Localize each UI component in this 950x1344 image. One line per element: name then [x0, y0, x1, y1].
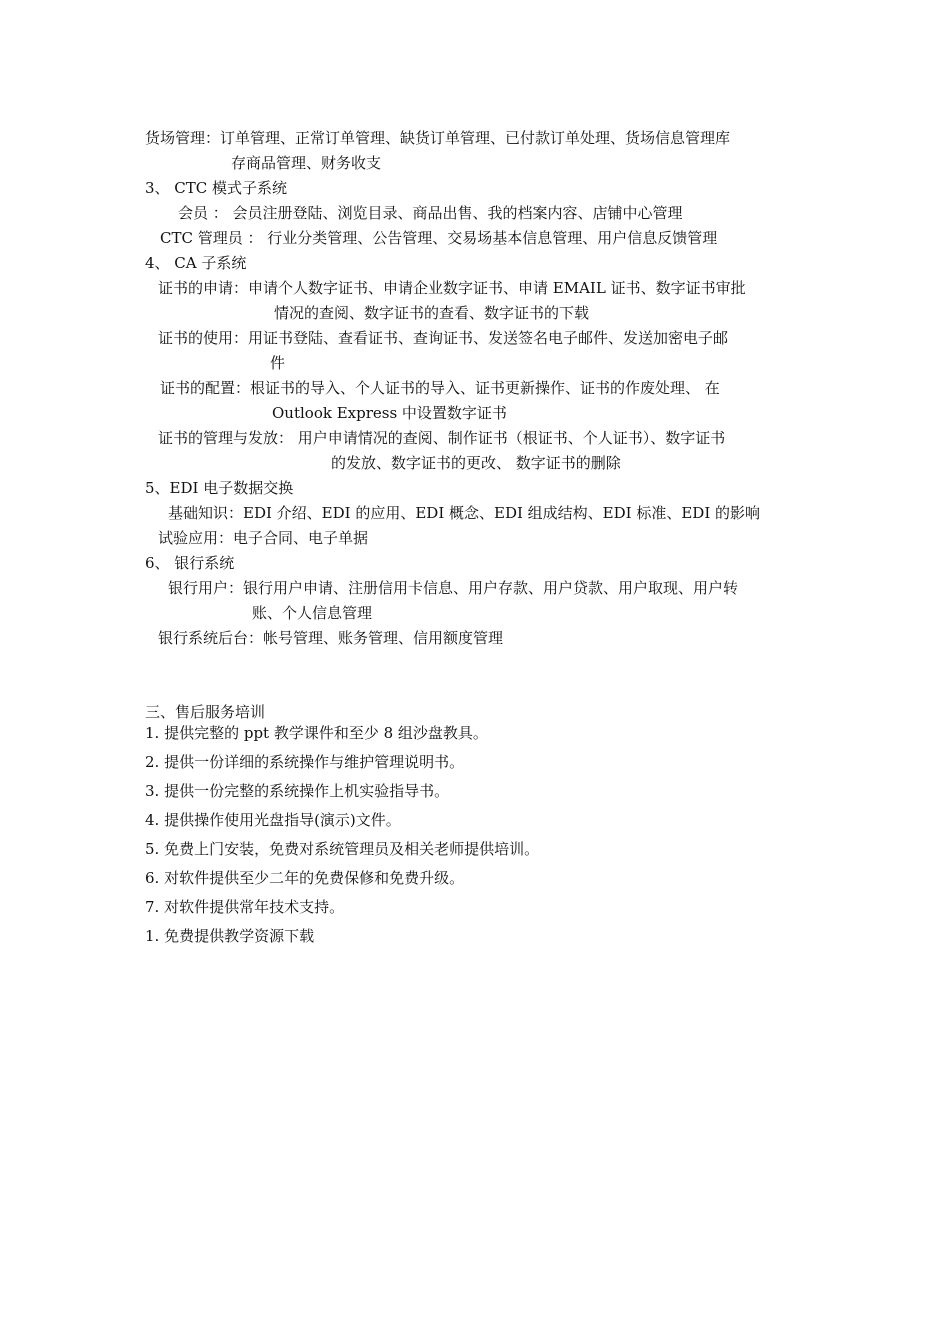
line-edi-trial: 试验应用：电子合同、电子单据 [158, 529, 369, 547]
line-cert-apply-cont: 情况的查阅、数字证书的查看、数字证书的下载 [274, 304, 590, 322]
list-item-3: 3. 提供一份完整的系统操作上机实验指导书。 [145, 782, 450, 800]
list-item-8: 1. 免费提供教学资源下载 [145, 927, 315, 945]
line-cert-manage: 证书的管理与发放： 用户申请情况的查阅、制作证书（根证书、个人证书）、数字证书 [158, 429, 726, 447]
line-cert-use-cont: 件 [270, 354, 286, 372]
line-cert-config: 证书的配置：根证书的导入、个人证书的导入、证书更新操作、证书的作废处理、 在 [160, 379, 720, 397]
heading-bank-system: 6、 银行系统 [145, 554, 235, 572]
line-warehouse-mgmt-cont: 存商品管理、财务收支 [231, 154, 382, 172]
line-cert-apply: 证书的申请：申请个人数字证书、申请企业数字证书、申请 EMAIL 证书、数字证书审批 [158, 279, 746, 297]
line-bank-user-cont: 账、个人信息管理 [252, 604, 373, 622]
line-cert-config-cont: Outlook Express 中设置数字证书 [272, 404, 507, 422]
list-item-5: 5. 免费上门安装，免费对系统管理员及相关老师提供培训。 [145, 840, 540, 858]
line-bank-backend: 银行系统后台：帐号管理、账务管理、信用额度管理 [158, 629, 504, 647]
heading-after-sales: 三、售后服务培训 [145, 703, 266, 721]
heading-ctc-subsystem: 3、 CTC 模式子系统 [145, 179, 288, 197]
line-edi-basics: 基础知识：EDI 介绍、EDI 的应用、EDI 概念、EDI 组成结构、EDI 标准、EDI 的影响 [168, 504, 761, 522]
line-cert-use: 证书的使用：用证书登陆、查看证书、查询证书、发送签名电子邮件、发送加密电子邮 [158, 329, 729, 347]
list-item-1: 1. 提供完整的 ppt 教学课件和至少 8 组沙盘教具。 [145, 724, 488, 742]
list-item-6: 6. 对软件提供至少二年的免费保修和免费升级。 [145, 869, 465, 887]
heading-ca-subsystem: 4、 CA 子系统 [145, 254, 247, 272]
line-ctc-member: 会员 ： 会员注册登陆、浏览目录、商品出售、我的档案内容、店铺中心管理 [178, 204, 683, 222]
heading-edi: 5、EDI 电子数据交换 [145, 479, 294, 497]
list-item-2: 2. 提供一份详细的系统操作与维护管理说明书。 [145, 753, 465, 771]
line-cert-manage-cont: 的发放、数字证书的更改、 数字证书的删除 [331, 454, 621, 472]
line-bank-user: 银行用户：银行用户申请、注册信用卡信息、用户存款、用户贷款、用户取现、用户转 [168, 579, 739, 597]
list-item-7: 7. 对软件提供常年技术支持。 [145, 898, 345, 916]
list-item-4: 4. 提供操作使用光盘指导(演示)文件。 [145, 811, 401, 829]
line-ctc-admin: CTC 管理员 ： 行业分类管理、公告管理、交易场基本信息管理、用户信息反馈管理 [160, 229, 718, 247]
line-warehouse-mgmt: 货场管理：订单管理、正常订单管理、缺货订单管理、已付款订单处理、货场信息管理库 [145, 129, 731, 147]
